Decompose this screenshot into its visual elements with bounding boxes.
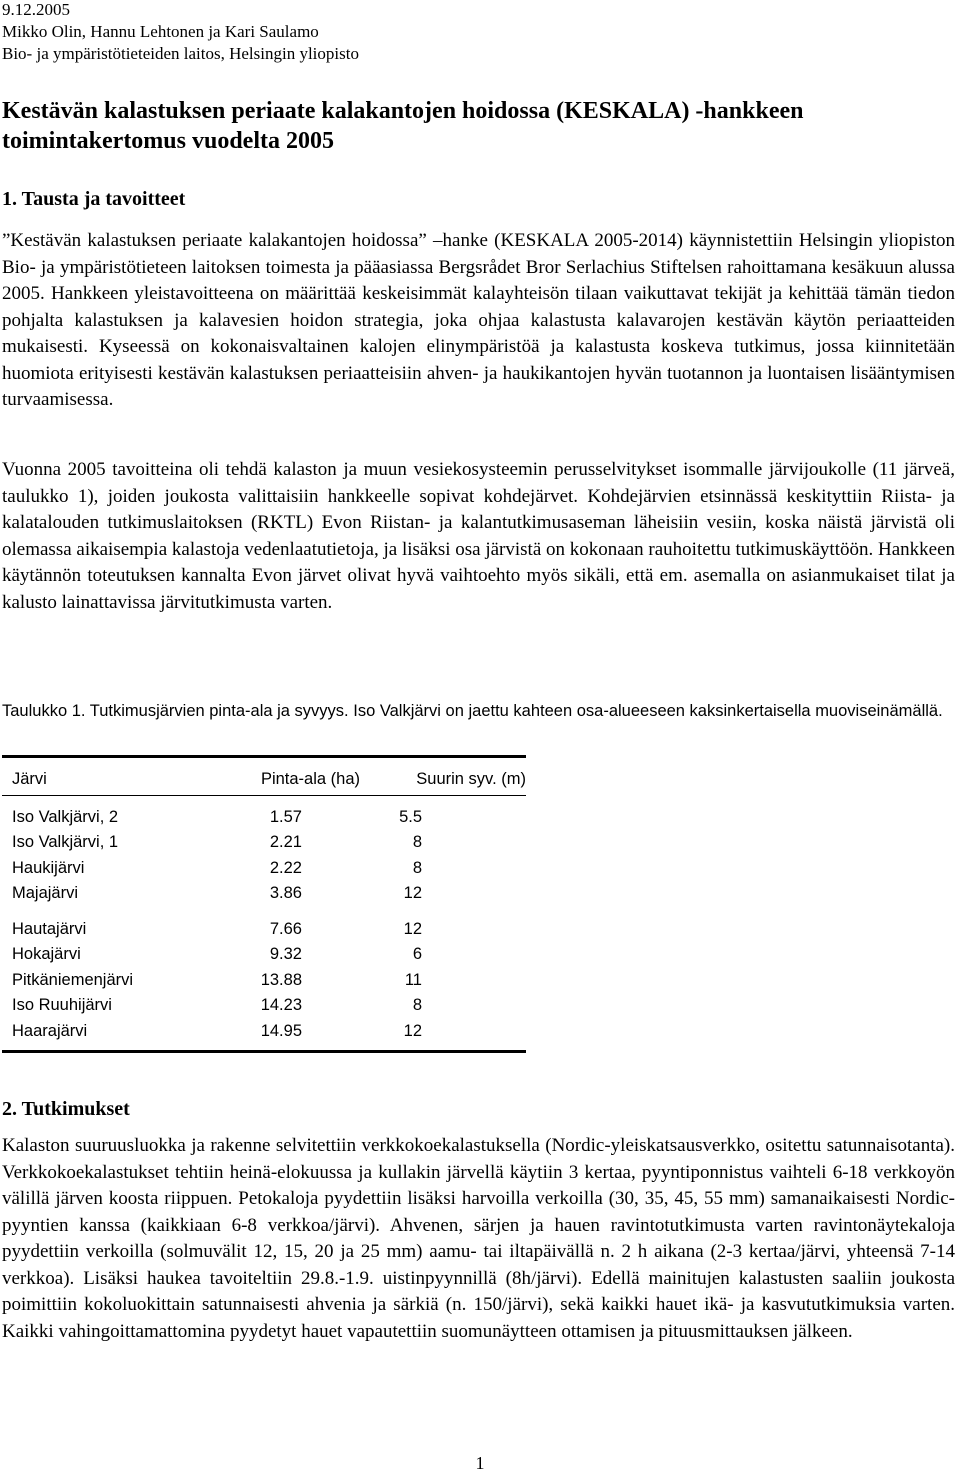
table-row — [2, 830, 526, 856]
table-row — [2, 917, 526, 943]
header-depth: Suurin syv. (m) — [416, 770, 526, 788]
lake-area: 3.86 — [269, 884, 302, 902]
lake-name: Haukijärvi — [12, 858, 85, 877]
table-row — [2, 993, 526, 1019]
table-header-row — [2, 767, 526, 793]
document-title: Kestävän kalastuksen periaate kalakantojen hoidossa (KESKALA) -hankkeen toimintakertomus vuodelta 2005 — [2, 98, 804, 154]
lake-area: 2.22 — [269, 858, 302, 877]
table-top-rule — [2, 755, 526, 758]
section-heading-1: 1. Tausta ja tavoitteet — [2, 188, 186, 210]
lake-name: Iso Ruuhijärvi — [12, 996, 112, 1014]
table-row — [2, 968, 526, 994]
document-authors: Mikko Olin, Hannu Lehtonen ja Kari Saulamo — [2, 22, 319, 41]
table-header-rule — [2, 795, 526, 796]
header-lake: Järvi — [12, 770, 47, 788]
section-heading-2: 2. Tutkimukset — [2, 1098, 130, 1120]
lake-name: Hokajärvi — [12, 945, 81, 963]
lake-area: 13.88 — [260, 970, 302, 989]
table-caption: Taulukko 1. Tutkimusjärvien pinta-ala ja syvyys. Iso Valkjärvi on jaettu kahteen osa-alueeseen kaksinkertaisella muoviseinämällä. — [2, 702, 943, 720]
lake-name: Hautajärvi — [12, 919, 87, 938]
document-date: 9.12.2005 — [2, 0, 70, 19]
lake-name: Majajärvi — [12, 884, 79, 902]
lake-depth: 12 — [403, 884, 422, 902]
lake-table — [2, 755, 526, 1053]
lake-depth: 11 — [404, 970, 422, 989]
section2-paragraph-1: Kalaston suuruusluokka ja rakenne selvitettiin verkkokoekalastuksella (Nordic-yleiskatsausverkko, ositettu satunnaisotanta). Verkkokoekalastukset tehtiin heinä-elokuussa ja kullakin järvellä käytiin 3 kertaa, pyyntiponnistus vaihteli 6-18 verkkoyön välillä järven koosta riippuen. Petokaloja pyydettiin lisäksi harvoilla verkoilla (30, 35, 45, 55 mm) samanaikaisesti Nordic-pyyntien kanssa (kaikkiaan 6-8 verkkoa/järvi). Ahvenen, särjen ja hauen ravintotutkimusta varten ravintonäytekaloja pyydettiin verkoilla (solmuvälit 12, 15, 20 ja 25 mm) aamu- tai iltapäivällä n. 2 h aikana (2-3 kertaa/järvi, yhteensä 7-14 verkkoa). Lisäksi haukea tavoiteltiin 29.8.-1.9. uistinpyynnillä (8h/järvi). Edellä mainitujen kalastusten saaliin joukosta poimittiin kokoluokittain satunnaisesti ahvenia ja särkiä (n. 150/järvi), sekä kaikki hauet ikä- ja kasvututkimuksia varten. Kaikki vahingoittamattomina pyydetyt hauet vapautettiin suomunäytteen ottamisen ja pituusmittauksen jälkeen. — [2, 1135, 955, 1342]
lake-area: 1.57 — [269, 807, 302, 826]
lake-area: 2.21 — [269, 833, 302, 851]
lake-area: 14.95 — [260, 1021, 302, 1040]
table-group-gap — [2, 907, 526, 917]
lake-depth: 12 — [403, 919, 422, 938]
lake-depth: 8 — [412, 833, 422, 851]
page-number: 1 — [475, 1453, 485, 1473]
section1-paragraph-1: ”Kestävän kalastuksen periaate kalakantojen hoidossa” –hanke (KESKALA 2005-2014) käynnistettiin Helsingin yliopiston Bio- ja ympäristötieteen laitoksen toimesta ja pääasiassa Bergsrådet Bror Serlachius Stiftelsen rahoittamana kesäkuun alussa 2005. Hankkeen yleistavoitteena on määrittää keskeisimmät kalayhteisön tilaan vaikuttavat tekijät ja kehittää tämän tiedon pohjalta kalastuksen ja kalavesien hoidon strategia, joka ohjaa kalastusta kalavarojen kestävän käytön periaatteiden mukaisesti. Kyseessä on kokonaisvaltainen kalojen elinympäristöä ja kalastusta koskeva tutkimus, jossa kiinnitetään huomiota erityisesti kestävän kalastuksen periaatteisiin ahven- ja haukikantojen hyvän tuotannon ja luontaisen lisääntymisen turvaamisessa. — [2, 230, 955, 410]
lake-area: 14.23 — [260, 996, 302, 1014]
table-row — [2, 942, 526, 968]
lake-depth: 5.5 — [399, 807, 422, 826]
table-row — [2, 805, 526, 831]
table-row — [2, 881, 526, 907]
lake-name: Iso Valkjärvi, 2 — [12, 807, 119, 826]
document-institution: Bio- ja ympäristötieteiden laitos, Helsingin yliopisto — [2, 44, 359, 63]
lake-depth: 6 — [412, 945, 422, 963]
lake-depth: 8 — [412, 996, 422, 1014]
table-row — [2, 856, 526, 882]
table-row — [2, 1019, 526, 1045]
lake-name: Iso Valkjärvi, 1 — [12, 833, 119, 851]
section1-paragraph-2: Vuonna 2005 tavoitteina oli tehdä kalaston ja muun vesiekosysteemin perusselvitykset isommalle järvijoukolle (11 järveä, taulukko 1), joiden joukosta valittaisiin hankkeelle sopivat kohdejärvet. Kohdejärvien etsinnässä keskityttiin Riista- ja kalatalouden tutkimuslaitoksen (RKTL) Evon Riistan- ja kalantutkimusaseman läheisiin vesiin, koska näistä järvistä oli olemassa aikaisempia kalastoja vedenlaatutietoja, ja lisäksi osa järvistä on kokonaan rauhoitettu tutkimuskäyttöön. Hankkeen käytännön toteutuksen kannalta Evon järvet olivat hyvä vaihtoehto myös sikäli, että em. asemalla on asianmukaiset tilat ja kalusto lainattavissa järvitutkimusta varten. — [2, 459, 955, 613]
header-area: Pinta-ala (ha) — [260, 770, 360, 788]
lake-depth: 8 — [412, 858, 422, 877]
lake-name: Haarajärvi — [12, 1021, 88, 1040]
table-bottom-rule — [2, 1050, 526, 1053]
lake-name: Pitkäniemenjärvi — [12, 970, 134, 989]
lake-area: 9.32 — [269, 945, 302, 963]
lake-area: 7.66 — [269, 919, 302, 938]
lake-depth: 12 — [403, 1021, 422, 1040]
